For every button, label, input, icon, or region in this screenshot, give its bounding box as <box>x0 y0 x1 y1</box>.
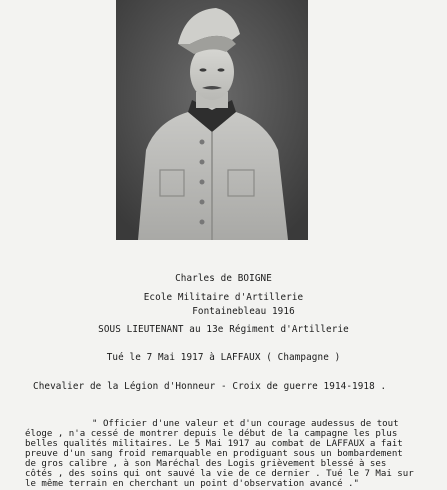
portrait-icon <box>116 0 308 240</box>
citation-line: côtés , des soins qui ont sauvé la vie de ce dernier . Tué le 7 Mai sur <box>25 469 414 479</box>
citation-line: de gros calibre , à son Maréchal des Logis grièvement blessé à ses <box>25 459 387 469</box>
citation-line: " Officier d'une valeur et d'un courage audessus de tout <box>92 419 399 429</box>
death-date-place: Tué le 7 Mai 1917 à LAFFAUX ( Champagne ) <box>106 352 341 363</box>
school-place-year: Fontainebleau 1916 <box>192 306 295 317</box>
person-name: Charles de BOIGNE <box>175 273 272 284</box>
rank-regiment: SOUS LIEUTENANT au 13e Régiment d'Artillerie <box>98 324 349 335</box>
honours: Chevalier de la Légion d'Honneur - Croix de guerre 1914-1918 . <box>33 381 387 392</box>
citation-line: preuve d'un sang froid remarquable en prodiguant sous un bombardement <box>25 449 403 459</box>
citation-line: belles qualités militaires. Le 5 Mai 1917 au combat de LAFFAUX a fait <box>25 439 403 449</box>
school-name: Ecole Militaire d'Artillerie <box>143 292 304 303</box>
citation-line: le même terrain en cherchant un point d'observation avancé ." <box>25 479 359 489</box>
portrait-photograph <box>116 0 308 240</box>
citation-line: éloge , n'a cessé de montrer depuis le début de la campagne les plus <box>25 429 398 439</box>
